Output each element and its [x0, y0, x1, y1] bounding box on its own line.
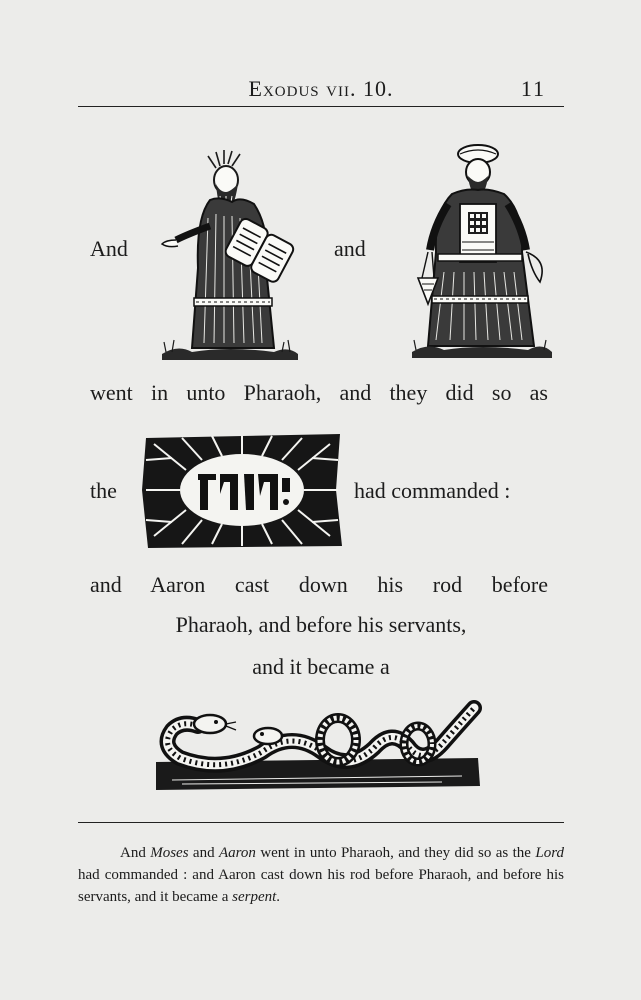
- word-and-1: And: [90, 236, 128, 261]
- running-head: [78, 70, 564, 107]
- text-line-6: and it became a: [252, 654, 390, 679]
- footnote-segment: had commanded : and Aaron cast down his rod before Pharaoh, and before his servants, and it became a: [78, 867, 564, 905]
- hebrew-name-radiant-woodcut: [142, 430, 344, 552]
- footnote-text: [78, 842, 564, 908]
- aaron-woodcut: [408, 142, 554, 362]
- text-had-commanded: had commanded :: [354, 478, 511, 503]
- footnote-rule: [78, 822, 564, 823]
- footnote-serpent: serpent: [232, 889, 277, 905]
- text-line-5: Pharaoh, and before his servants,: [175, 612, 467, 637]
- word-and-2: and: [334, 236, 366, 261]
- footnote-lord: Lord: [535, 845, 564, 861]
- footnote: [78, 842, 564, 908]
- footnote-segment: went in unto Pharaoh, and they did so as the: [255, 845, 536, 861]
- text-line-4: and Aaron cast down his rod before: [90, 572, 548, 597]
- footnote-segment: And: [120, 845, 151, 861]
- footnote-segment: and: [188, 845, 219, 861]
- page-title: Exodus vii. 10.: [248, 76, 394, 101]
- text-line-2: went in unto Pharaoh, and they did so as: [90, 380, 548, 405]
- footnote-aaron: Aaron: [218, 845, 256, 861]
- moses-woodcut: [158, 148, 300, 362]
- page-number: 11: [520, 76, 546, 101]
- footnote-segment: .: [276, 889, 281, 905]
- footnote-moses: Moses: [150, 845, 189, 861]
- word-the: the: [90, 478, 117, 503]
- serpent-woodcut: [152, 700, 484, 796]
